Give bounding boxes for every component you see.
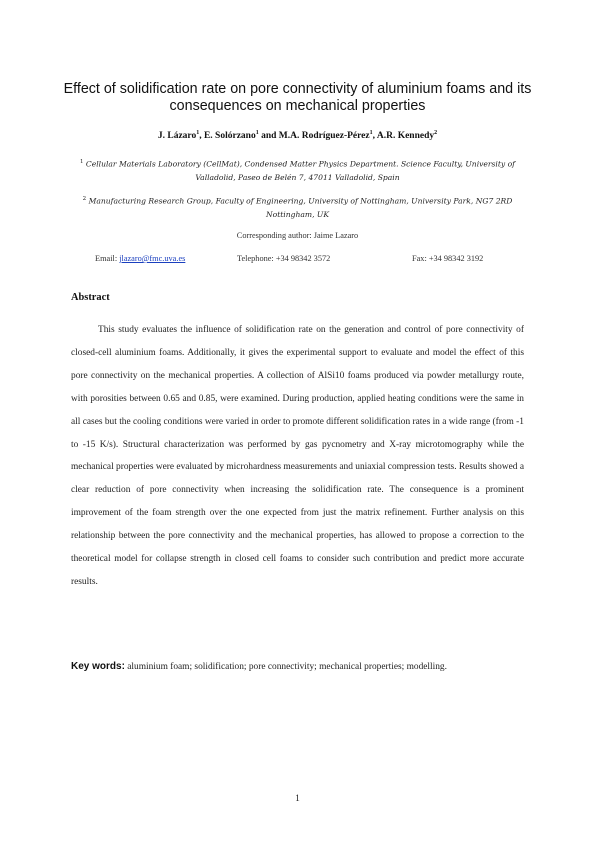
author-affiliation-marker: 1: [255, 129, 259, 136]
author-name: J. Lázaro: [157, 131, 197, 141]
author-separator: and: [258, 131, 279, 141]
author-separator: ,: [372, 131, 377, 141]
keywords: [71, 653, 524, 681]
author-affiliation-marker: 2: [434, 129, 438, 136]
author-name: A.R. Kennedy: [376, 131, 435, 141]
corresponding-author: Corresponding author: Jaime Lazaro: [236, 231, 359, 240]
author-affiliation-marker: 1: [369, 129, 373, 136]
affiliation-text: Cellular Materials Laboratory (CellMat), Condensed Matter Physics Department. Science Faculty, University of Valladolid, Paseo de Belén 7, 47011 Valladolid, Spain: [85, 159, 515, 182]
abstract-heading: Abstract: [71, 292, 110, 303]
email-link[interactable]: jlazaro@fmc.uva.es: [119, 254, 186, 263]
author-list: [40, 131, 555, 141]
author-name: M.A. Rodríguez-Pérez: [278, 131, 370, 141]
page-number: 1: [295, 794, 300, 804]
email-label: Email:: [95, 254, 118, 263]
affiliation-text: Manufacturing Research Group, Faculty of Engineering, University of Nottingham, University Park, NG7 2RD Nottingham, UK: [88, 196, 513, 219]
affiliation-marker: 1: [80, 159, 84, 165]
author-name: E. Solórzano: [203, 131, 256, 141]
contact-info: [0, 254, 595, 266]
affiliation-2: [66, 193, 529, 221]
author-separator: ,: [199, 131, 204, 141]
telephone-info: Telephone: +34 98342 3572: [237, 254, 331, 263]
paper-title: Effect of solidification rate on pore connectivity of aluminium foams and its consequences on mechanical properties: [63, 81, 532, 114]
keywords-label: Key words:: [71, 661, 125, 672]
affiliation-marker: 2: [82, 196, 87, 202]
keywords-text: aluminium foam; solidification; pore connectivity; mechanical properties; modelling.: [124, 662, 447, 672]
email-item: [95, 254, 185, 263]
abstract-text: This study evaluates the influence of solidification rate on the generation and control of pore connectivity of closed-cell aluminium foams. Additionally, it gives the experimental support to evaluate and model the effect of this pore connectivity on the mechanical properties. A collection of AlSi10 foams produced via powder metallurgy route, with porosities between 0.65 and 0.85, were examined. During production, applied heating conditions were the same in all cases but the cooling conditions were varied in order to promote different solidification rates in a wide range (from -1 to -15 K/s). Structural characterization was performed by gas pycnometry and X-ray microtomography while the mechanical properties were evaluated by microhardness measurements and uniaxial compression tests. Results showed a clear reduction of pore connectivity when increasing the solidification rate. The consequence is a prominent improvement of the foam strength over the one expected from just the matrix refinement. Further analysis on this relationship between the pore connectivity and the mechanical properties, has allowed to propose a correction to the theoretical model for collapse strength in closed cell foams to consider such contribution and predict more accurate results.: [71, 325, 524, 587]
fax-info: Fax: +34 98342 3192: [412, 254, 484, 263]
author-affiliation-marker: 1: [196, 129, 200, 136]
affiliation-1: [66, 156, 529, 184]
